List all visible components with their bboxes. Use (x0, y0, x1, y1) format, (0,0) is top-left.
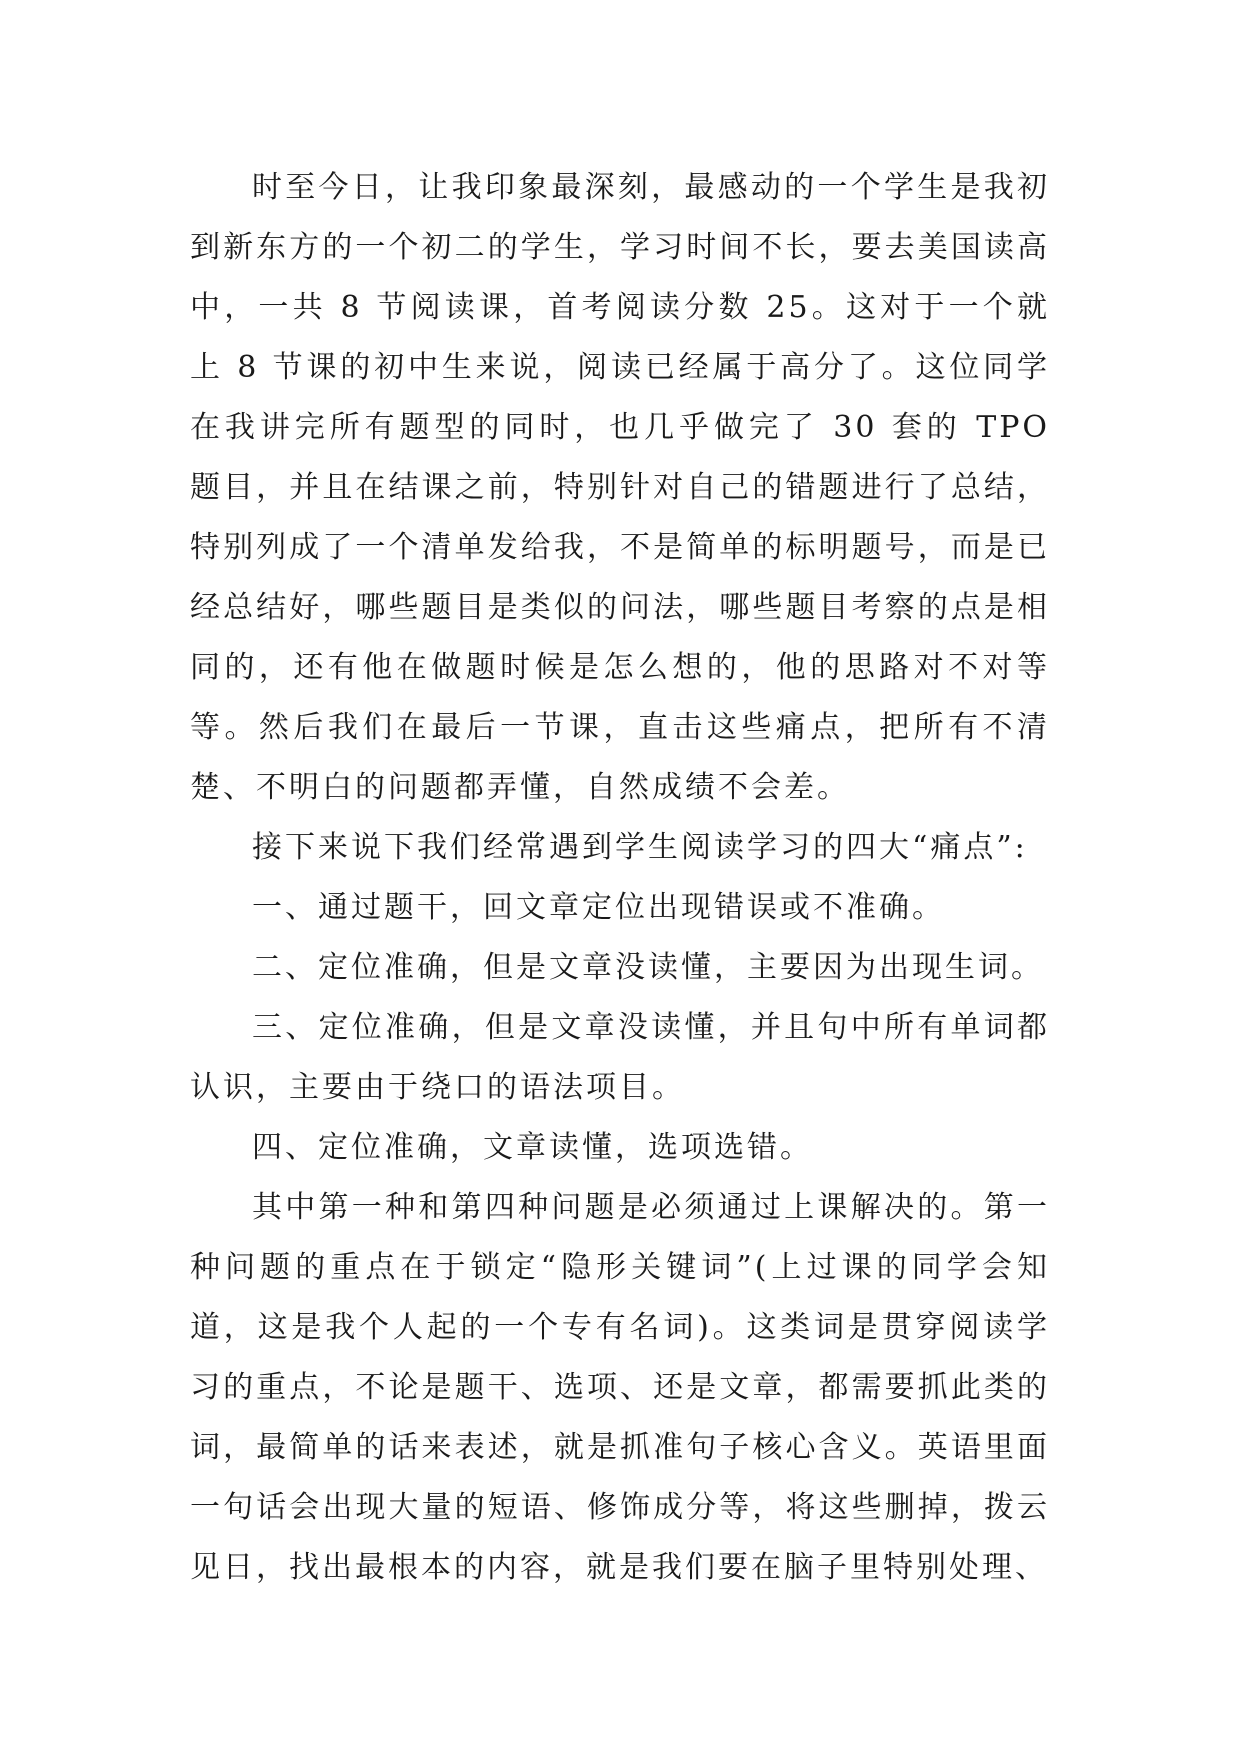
list-item-pain-point-3: 三、定位准确，但是文章没读懂，并且句中所有单词都认识，主要由于绕口的语法项目。 (190, 1010, 1050, 1105)
paragraph-student-story: 时至今日，让我印象最深刻，最感动的一个学生是我初到新东方的一个初二的学生，学习时间不长，要去美国读高中，一共 8 节阅读课，首考阅读分数 25。这对于一个就上 8 节课的初中生来说，阅读已经属于高分了。这位同学在我讲完所有题型的同时，也几乎做完了 30 套的 TPO 题目，并且在结课之前，特别针对自己的错题进行了总结，特别列成了一个清单发给我，不是简单的标明题号，而是已经总结好，哪些题目是类似的问法，哪些题目考察的点是相同的，还有他在做题时候是怎么想的，他的思路对不对等等。然后我们在最后一节课，直击这些痛点，把所有不清楚、不明白的问题都弄懂，自然成绩不会差。 (190, 170, 1063, 805)
paragraph-hidden-keywords: 其中第一种和第四种问题是必须通过上课解决的。第一种问题的重点在于锁定“隐形关键词”(上过课的同学会知道，这是我个人起的一个专有名词)。这类词是贯穿阅读学习的重点，不论是题干、选项、还是文章，都需要抓此类的词，最简单的话来表述，就是抓准句子核心含义。英语里面一句话会出现大量的短语、修饰成分等，将这些删掉，拨云见日，找出最根本的内容，就是我们要在脑子里特别处理、 (190, 1190, 1050, 1585)
document-body (190, 158, 1063, 1598)
list-item-pain-point-4: 四、定位准确，文章读懂，选项选错。 (252, 1130, 813, 1165)
paragraph-four-pain-points-intro: 接下来说下我们经常遇到学生阅读学习的四大“痛点”: (252, 830, 1028, 865)
list-item-pain-point-1: 一、通过题干，回文章定位出现错误或不准确。 (252, 890, 945, 925)
list-item-pain-point-2: 二、定位准确，但是文章没读懂，主要因为出现生词。 (252, 950, 1044, 985)
